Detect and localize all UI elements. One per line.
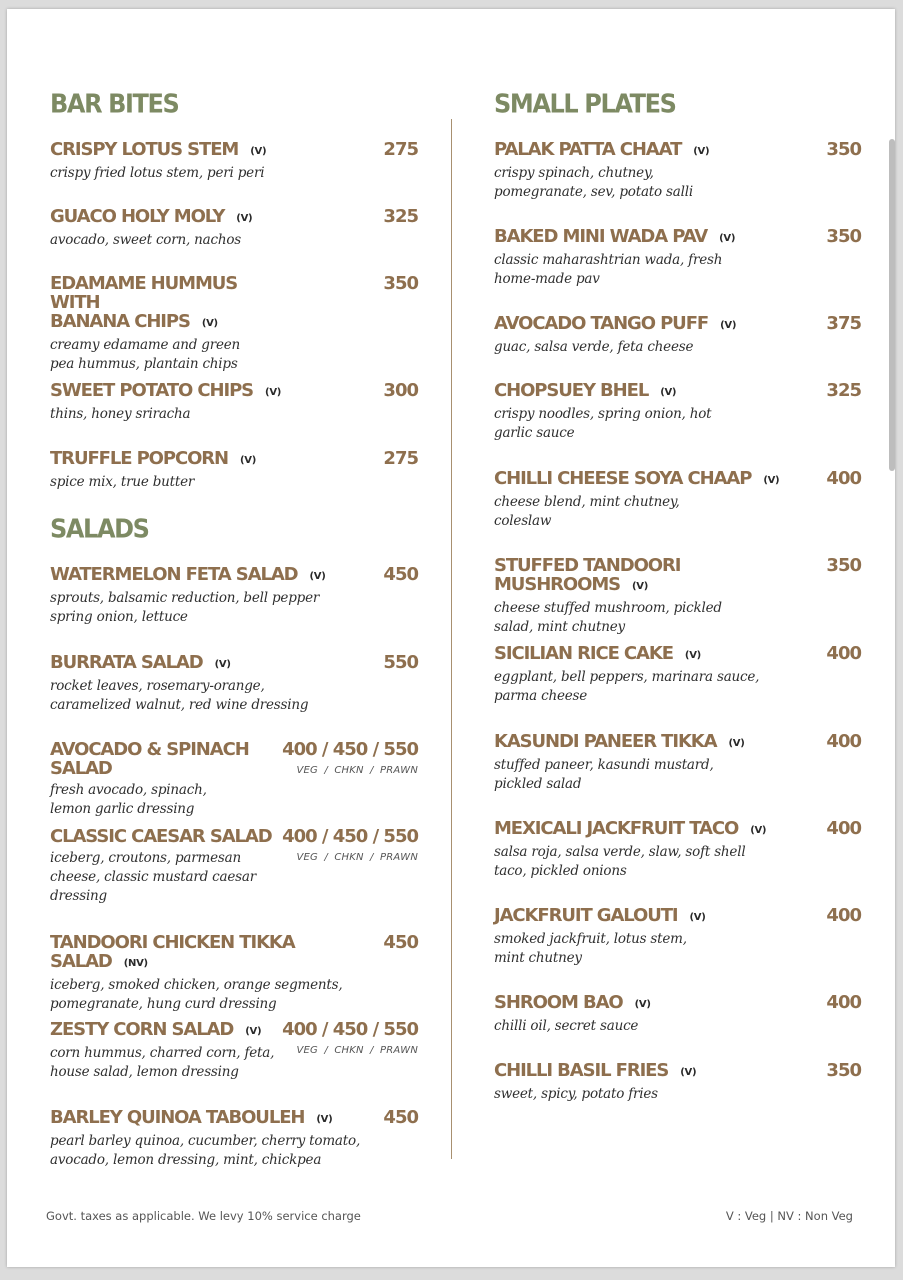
non-veg-tag: (NV): [123, 958, 148, 969]
item-price: 450: [383, 1107, 418, 1128]
menu-item: [50, 1108, 418, 1170]
menu-item: [494, 644, 861, 706]
item-price: 350: [383, 273, 418, 294]
item-description: sweet, spicy, potato fries: [494, 1086, 658, 1102]
item-name: BARLEY QUINOA TABOULEH (V): [50, 1107, 333, 1128]
item-name: BURRATA SALAD (V): [50, 652, 231, 673]
menu-item: [50, 140, 418, 183]
item-price: 325: [383, 206, 418, 227]
item-description: eggplant, bell peppers, marinara sauce, parma cheese: [494, 669, 760, 704]
item-description: corn hummus, charred corn, feta, house salad, lemon dressing: [50, 1045, 275, 1080]
menu-item: [494, 906, 861, 968]
menu-item: [50, 565, 418, 627]
veg-tag: (V): [719, 233, 736, 244]
item-description: iceberg, smoked chicken, orange segments, pomegranate, hung curd dressing: [50, 977, 343, 1012]
menu-item: [494, 314, 861, 357]
section-title-small-plates: SMALL PLATES: [494, 89, 676, 119]
scrollbar-thumb[interactable]: [889, 139, 895, 471]
veg-tag: (V): [763, 475, 780, 486]
item-price: 550: [383, 652, 418, 673]
veg-tag: (V): [309, 571, 326, 582]
menu-item: [50, 274, 418, 374]
item-price: 400: [826, 643, 861, 664]
item-price: 400: [826, 731, 861, 752]
item-description: cheese blend, mint chutney, coleslaw: [494, 494, 680, 529]
item-price: 450: [383, 932, 418, 953]
item-name: ZESTY CORN SALAD (V): [50, 1019, 262, 1040]
menu-item: [494, 556, 861, 637]
item-name: JACKFRUIT GALOUTI (V): [494, 905, 706, 926]
item-description: crispy noodles, spring onion, hot garlic sauce: [494, 406, 712, 441]
item-name: TANDOORI CHICKEN TIKKA SALAD (NV): [50, 932, 295, 972]
item-description: classic maharashtrian wada, fresh home-made pav: [494, 252, 723, 287]
item-name: AVOCADO & SPINACH SALAD: [50, 739, 249, 779]
item-name: PALAK PATTA CHAAT (V): [494, 139, 710, 160]
veg-tag: (V): [250, 146, 267, 157]
item-name: SWEET POTATO CHIPS (V): [50, 380, 282, 401]
menu-item: [50, 933, 418, 1014]
menu-item: [50, 653, 418, 715]
menu-page: [7, 9, 895, 1267]
veg-tag: (V): [316, 1114, 333, 1125]
veg-tag: (V): [265, 387, 282, 398]
item-description: rocket leaves, rosemary-orange, caramelized walnut, red wine dressing: [50, 678, 309, 713]
item-description: sprouts, balsamic reduction, bell pepper spring onion, lettuce: [50, 590, 320, 625]
item-price: 350: [826, 555, 861, 576]
price-note: VEG / CHKN / PRAWN: [296, 765, 418, 776]
item-name: WATERMELON FETA SALAD (V): [50, 564, 326, 585]
item-name: CHILLI BASIL FRIES (V): [494, 1060, 697, 1081]
item-description: chilli oil, secret sauce: [494, 1018, 639, 1034]
veg-tag: (V): [201, 318, 218, 329]
item-price: 325: [826, 380, 861, 401]
veg-tag: (V): [750, 825, 767, 836]
menu-item: [494, 819, 861, 881]
veg-tag: (V): [245, 1026, 262, 1037]
item-price: 400 / 450 / 550: [282, 826, 418, 847]
menu-item: [50, 207, 418, 250]
column-divider: [451, 119, 452, 1159]
price-note: VEG / CHKN / PRAWN: [296, 852, 418, 863]
item-description: creamy edamame and green pea hummus, plantain chips: [50, 337, 241, 372]
veg-tag: (V): [634, 999, 651, 1010]
item-description: spice mix, true butter: [50, 474, 195, 490]
item-price: 350: [826, 226, 861, 247]
item-price: 275: [383, 448, 418, 469]
item-name: STUFFED TANDOORI MUSHROOMS (V): [494, 555, 681, 595]
item-description: cheese stuffed mushroom, pickled salad, mint chutney: [494, 600, 722, 635]
item-description: thins, honey sriracha: [50, 406, 191, 422]
menu-item: [494, 993, 861, 1036]
menu-item: [494, 469, 861, 531]
menu-item: [494, 227, 861, 289]
menu-item: [50, 827, 418, 906]
item-name: EDAMAME HUMMUS WITH BANANA CHIPS (V): [50, 273, 238, 332]
item-name: CHOPSUEY BHEL (V): [494, 380, 677, 401]
item-description: crispy fried lotus stem, peri peri: [50, 165, 265, 181]
item-price: 400: [826, 905, 861, 926]
veg-tag: (V): [214, 659, 231, 670]
item-description: avocado, sweet corn, nachos: [50, 232, 242, 248]
item-name: KASUNDI PANEER TIKKA (V): [494, 731, 745, 752]
item-price: 350: [826, 139, 861, 160]
item-description: smoked jackfruit, lotus stem, mint chutney: [494, 931, 687, 966]
item-description: crispy spinach, chutney, pomegranate, sev, potato salli: [494, 165, 693, 200]
item-name: CHILLI CHEESE SOYA CHAAP (V): [494, 468, 780, 489]
menu-item: [50, 381, 418, 424]
item-name: SHROOM BAO (V): [494, 992, 651, 1013]
menu-item: [50, 449, 418, 492]
veg-tag: (V): [680, 1067, 697, 1078]
menu-item: [494, 732, 861, 794]
section-title-bar-bites: BAR BITES: [50, 89, 179, 119]
item-price: 400 / 450 / 550: [282, 739, 418, 760]
item-name: TRUFFLE POPCORN (V): [50, 448, 256, 469]
item-price: 275: [383, 139, 418, 160]
menu-item: [494, 140, 861, 202]
price-note: VEG / CHKN / PRAWN: [296, 1045, 418, 1056]
menu-item: [494, 1061, 861, 1104]
item-price: 300: [383, 380, 418, 401]
item-description: pearl barley quinoa, cucumber, cherry tomato, avocado, lemon dressing, mint, chickpea: [50, 1133, 361, 1168]
veg-tag: (V): [632, 581, 648, 592]
item-description: iceberg, croutons, parmesan cheese, classic mustard caesar dressing: [50, 850, 256, 904]
item-description: salsa roja, salsa verde, slaw, soft shell taco, pickled onions: [494, 844, 746, 879]
veg-tag: (V): [684, 650, 701, 661]
item-price: 375: [826, 313, 861, 334]
item-name: BAKED MINI WADA PAV (V): [494, 226, 736, 247]
item-price: 400 / 450 / 550: [282, 1019, 418, 1040]
item-price: 450: [383, 564, 418, 585]
section-title-salads: SALADS: [50, 514, 149, 544]
item-description: guac, salsa verde, feta cheese: [494, 339, 694, 355]
veg-tag: (V): [728, 738, 745, 749]
menu-item: [50, 1020, 418, 1082]
item-name: GUACO HOLY MOLY (V): [50, 206, 253, 227]
menu-item: [50, 740, 418, 819]
veg-tag: (V): [720, 320, 737, 331]
item-price: 400: [826, 992, 861, 1013]
footer-legend: V : Veg | NV : Non Veg: [725, 1209, 853, 1223]
item-price: 400: [826, 468, 861, 489]
item-name: CRISPY LOTUS STEM (V): [50, 139, 267, 160]
item-description: stuffed paneer, kasundi mustard, pickled salad: [494, 757, 714, 792]
veg-tag: (V): [689, 912, 706, 923]
veg-tag: (V): [236, 213, 253, 224]
item-name: MEXICALI JACKFRUIT TACO (V): [494, 818, 767, 839]
item-name: SICILIAN RICE CAKE (V): [494, 643, 701, 664]
veg-tag: (V): [240, 455, 256, 466]
item-price: 400: [826, 818, 861, 839]
veg-tag: (V): [693, 146, 710, 157]
menu-item: [494, 381, 861, 443]
item-price: 350: [826, 1060, 861, 1081]
veg-tag: (V): [660, 387, 677, 398]
item-name: CLASSIC CAESAR SALAD: [50, 826, 272, 847]
item-description: fresh avocado, spinach, lemon garlic dressing: [50, 782, 207, 817]
footer-tax-note: Govt. taxes as applicable. We levy 10% service charge: [46, 1209, 361, 1223]
item-name: AVOCADO TANGO PUFF (V): [494, 313, 737, 334]
